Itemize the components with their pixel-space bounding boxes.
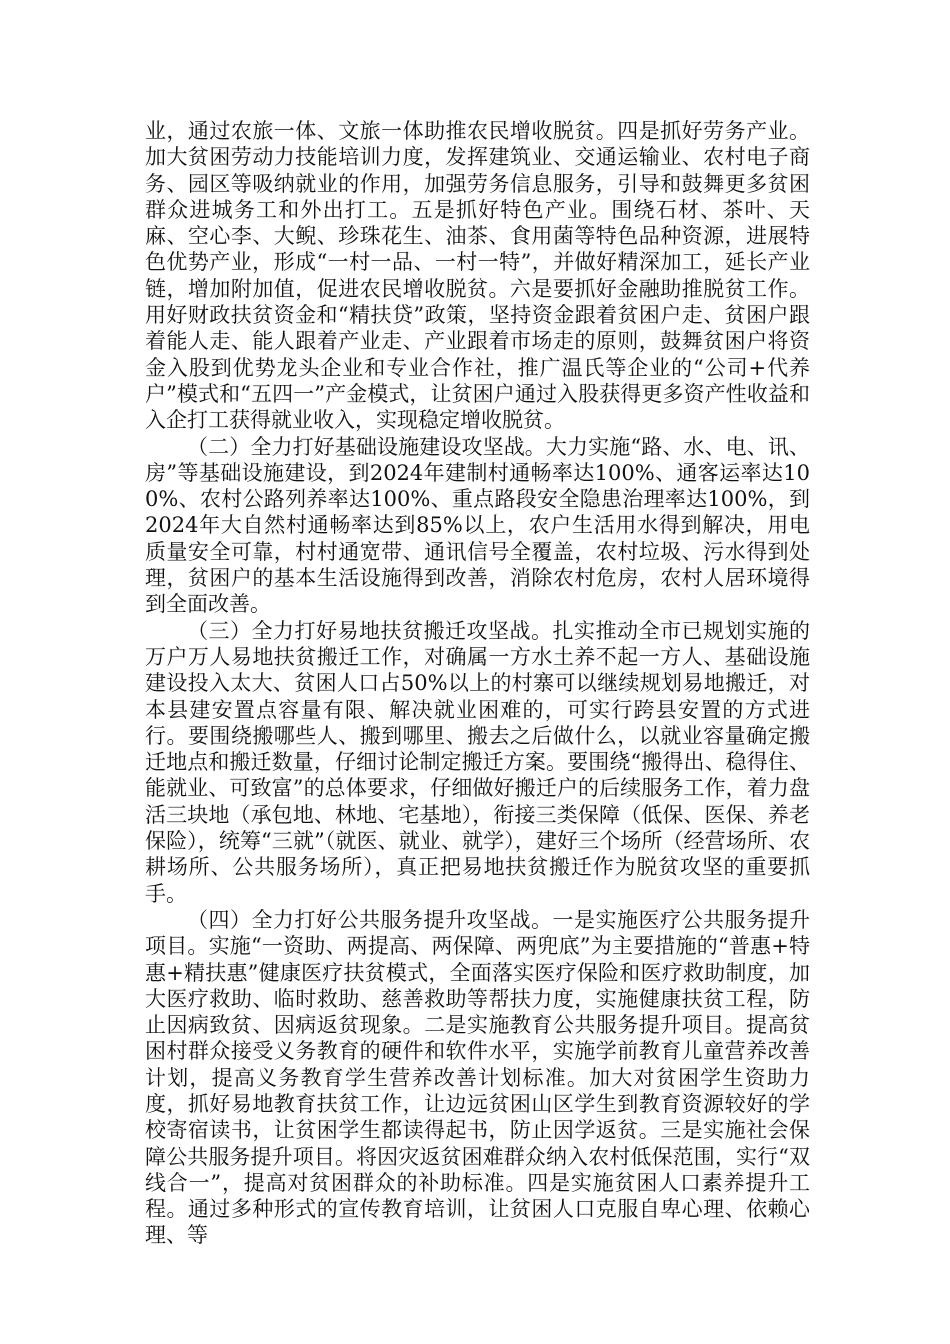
paragraph-industry-continued: 业，通过农旅一体、文旅一体助推农民增收脱贫。四是抓好劳务产业。加大贫困劳动力技能培训力度，发挥建筑业、交通运输业、农村电子商务、园区等吸纳就业的作用，加强劳务信息服务，引导和鼓舞更多贫困群众进城务工和外出打工。五是抓好特色产业。围绕石材、茶叶、天麻、空心李、大鲵、珍珠花生、油茶、食用菌等特色品种资源，进展特色优势产业，形成“一村一品、一村一特”，并做好精深加工，延长产业链，增加附加值，促进农民增收脱贫。六是要抓好金融助推脱贫工作。用好财政扶贫资金和“精扶贷”政策，坚持资金跟着贫困户走、贫困户跟着能人走、能人跟着产业走、产业跟着市场走的原则，鼓舞贫困户将资金入股到优势龙头企业和专业合作社，推广温氏等企业的“公司+代养户”模式和“五四一”产金模式，让贫困户通过入股获得更多资产性收益和入企打工获得就业收入，实现稳定增收脱贫。 xyxy=(145,119,810,433)
document-body xyxy=(145,118,810,1249)
paragraph-infrastructure: （二）全力打好基础设施建设攻坚战。大力实施“路、水、电、讯、房”等基础设施建设，到2024年建制村通畅率达100%、通客运率达100%、农村公路列养率达100%、重点路段安全隐患治理率达100%，到2024年大自然村通畅率达到85%以上，农户生活用水得到解决，用电质量安全可靠，村村通宽带、通讯信号全覆盖，农村垃圾、污水得到处理，贫困户的基本生活设施得到改善，消除农村危房，农村人居环境得到全面改善。 xyxy=(145,434,810,617)
paragraph-public-services: （四）全力打好公共服务提升攻坚战。一是实施医疗公共服务提升项目。实施“一资助、两提高、两保障、两兜底”为主要措施的“普惠+特惠+精扶惠”健康医疗扶贫模式，全面落实医疗保险和医疗救助制度，加大医疗救助、临时救助、慈善救助等帮扶力度，实施健康扶贫工程，防止因病致贫、因病返贫现象。二是实施教育公共服务提升项目。提高贫困村群众接受义务教育的硬件和软件水平，实施学前教育儿童营养改善计划，提高义务教育学生营养改善计划标准。加大对贫困学生资助力度，抓好易地教育扶贫工作，让边远贫困山区学生到教育资源较好的学校寄宿读书，让贫困学生都读得起书，防止因学返贫。三是实施社会保障公共服务提升项目。将因灾返贫困难群众纳入农村低保范围，实行“双线合一”，提高对贫困群众的补助标准。四是实施贫困人口素养提升工程。通过多种形式的宣传教育培训，让贫困人口克服自卑心理、依赖心理、等 xyxy=(145,907,810,1248)
paragraph-relocation: （三）全力打好易地扶贫搬迁攻坚战。扎实推动全市已规划实施的万户万人易地扶贫搬迁工作，对确属一方水土养不起一方人、基础设施建设投入太大、贫困人口占50%以上的村寨可以继续规划易地搬迁，对本县建安置点容量有限、解决就业困难的，可实行跨县安置的方式进行。要围绕搬哪些人、搬到哪里、搬去之后做什么，以就业容量确定搬迁地点和搬迁数量，仔细讨论制定搬迁方案。要围绕“搬得出、稳得住、能就业、可致富”的总体要求，仔细做好搬迁户的后续服务工作，着力盘活三块地（承包地、林地、宅基地），衔接三类保障（低保、医保、养老保险），统筹“三就”（就医、就业、就学），建好三个场所（经营场所、农耕场所、公共服务场所），真正把易地扶贫搬迁作为脱贫攻坚的重要抓手。 xyxy=(145,618,810,906)
